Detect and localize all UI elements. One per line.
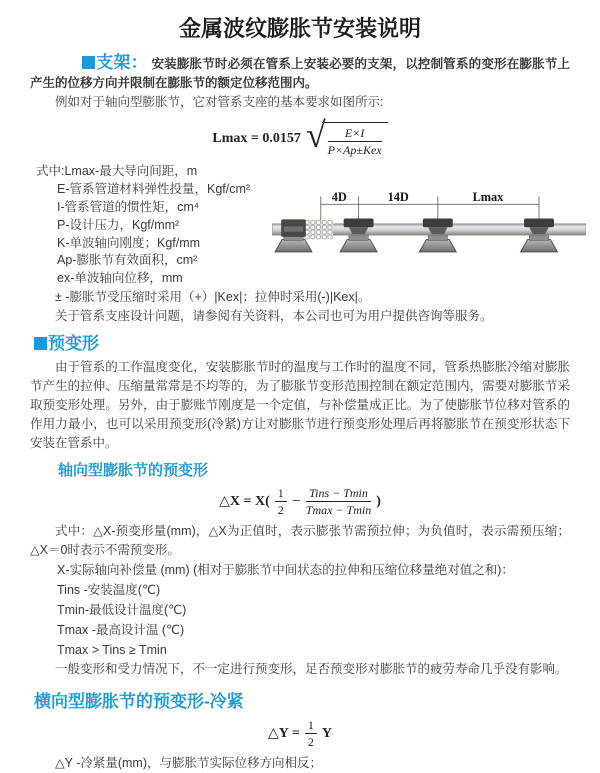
formula-lmax [30, 115, 570, 159]
radical-sign: √ [305, 115, 326, 155]
sqrt-expression [305, 115, 388, 159]
fraction-denominator: P×Ap±Kex [327, 143, 382, 158]
dimension-labels [332, 190, 504, 204]
section-heading-bracket [82, 53, 148, 72]
formula-lhs: △X = X( [219, 494, 270, 510]
fraction-numerator: Tins − Tmin [306, 486, 371, 502]
predeform-paragraph: 由于管系的工作温度变化，安装膨胀节时的温度与工作时的温度不同，管系热膨胀冷缩对膨胀节产生的拉伸、压缩量常常是不均等的，为了膨胀节变形范围控制在额定范围内，需要对膨胀节采取预变形处理。另外，由于膨账节刚度是一个定值，与补偿量成正比。为了使膨胀节位移对管系的作用力最小，也可以采用预变形(冷紧)方让对膨胀节进行预变形处理后再将膨胀节在预变形状态下安装在管系中。 [30, 359, 570, 450]
radicand [322, 122, 388, 159]
fraction-temperature [306, 486, 371, 518]
definition-line: P-设计压力，Kgf/mm² [57, 217, 180, 232]
definition-line: Ap-膨胀节有效面积，cm² [57, 253, 198, 268]
fraction-numerator: E×I [328, 126, 382, 142]
section-heading-predeform [34, 334, 570, 355]
page-title: 金属波纹膨胀节安装说明 [178, 16, 421, 41]
bracket-intro-text: 安装膨胀节时必须在管系上安装必要的支架，以控制管系的变形在膨胀节上产生的位移方向并限制在膨胀节的额定位移范围内。 [30, 57, 570, 90]
document-page [0, 12, 600, 773]
definition-line: E-管系管道材料弹性投量，Kgf/cm² [57, 182, 251, 197]
definition-line: Tins -安装温度(℃) [57, 582, 161, 597]
fraction-half [305, 718, 317, 750]
dim-label-4d: 4D [331, 190, 347, 205]
definition-line: Tmax -最高设计温 (℃) [57, 622, 185, 637]
fraction-half [275, 486, 287, 518]
formula-delta-x [30, 486, 570, 518]
axial-definitions [30, 560, 570, 660]
formula-lhs: Lmax = 0.0157 [212, 130, 301, 146]
minus-sign: − [291, 492, 301, 510]
pipe-support-diagram [270, 185, 596, 288]
support-bases [275, 240, 557, 252]
definition-line: X-实际轴向补偿量 (mm) (相对于膨胀节中间状态的拉伸和压缩位移量绝对值之和)： [57, 562, 514, 577]
fraction [328, 126, 382, 158]
formula-lhs: △Y = [268, 726, 300, 742]
plus-minus-note: ± -膨胀节受压缩时采用（+）|Kex|；拉伸时采用(-)|Kex|。 [55, 289, 371, 304]
dim-label-lmax: Lmax [472, 190, 504, 205]
service-note: 关于管系支座设计问题，请参阅有关资料，本公司也可为用户提供咨询等服务。 [55, 308, 493, 323]
blue-square-icon [34, 337, 47, 350]
blue-square-icon [82, 56, 95, 69]
bracket-intro-paragraph [30, 53, 570, 93]
bellows [304, 221, 333, 240]
axial-note: 一般变形和受力情况下，不一定进行预变形，足否预变形对膨胀节的疲劳寿命几乎没有影响。 [55, 661, 568, 676]
example-line: 例如对于轴向型膨胀节，它对管系支座的基本要求如图所示: [55, 95, 384, 109]
definition-line: ex-单波轴向位移，mm [57, 271, 183, 286]
axial-subheading: 轴向型膨胀节的预变形 [58, 461, 209, 479]
formula-rhs: Y [321, 725, 332, 741]
lateral-note: △Y -冷紧量(mm)，与膨胀节实际位移方向相反； [55, 755, 323, 770]
fraction-denominator: 2 [307, 735, 314, 750]
fraction-numerator: 1 [275, 486, 287, 502]
definition-line: I-管系管道的惯性矩，cm⁴ [57, 199, 200, 214]
section-label: 预变形 [48, 333, 99, 353]
section-label: 支架： [96, 53, 148, 72]
axial-explain-paragraph: 式中：△X-预变形量(mm)，△X为正值时，表示膨张节需预拉伸；为负值时，表示需预压缩；△X＝0时表示不需预变形。 [30, 523, 570, 557]
fraction-numerator: 1 [305, 718, 317, 734]
lateral-subheading: 横向型膨胀节的预变形-冷紧 [34, 691, 244, 711]
pipe-diagram-svg [270, 185, 588, 273]
definitions-and-diagram-row [30, 163, 570, 288]
definition-line: K-单波轴向刚度；Kgf/mm [57, 235, 201, 250]
definition-line: Tmax > Tins ≥ Tmin [57, 642, 167, 657]
definition-line: Tmin-最低设计温度(℃) [57, 602, 187, 617]
fraction-denominator: 2 [277, 503, 284, 518]
symbol-definitions [30, 163, 280, 288]
dim-label-14d: 14D [387, 190, 409, 205]
fraction-denominator: Tmax − Tmin [305, 503, 372, 518]
formula-delta-y [30, 718, 570, 750]
anchor-block [281, 220, 306, 238]
formula-rhs: ) [376, 493, 381, 509]
definition-line: 式中:Lmax-最大导向间距，m [36, 164, 198, 179]
